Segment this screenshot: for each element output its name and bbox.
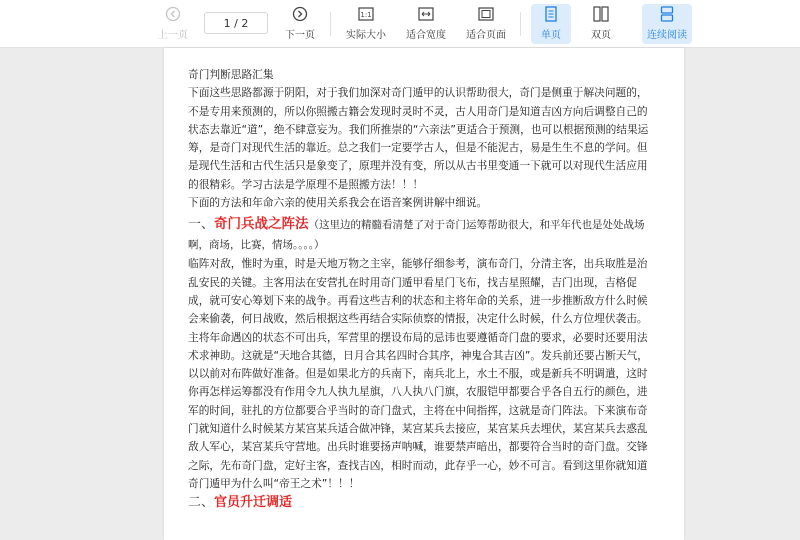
fit-width-label: 适合宽度	[406, 30, 446, 41]
prev-page-button[interactable]	[152, 4, 194, 44]
section-2-heading	[188, 493, 658, 513]
arrow-up-circle-icon	[163, 5, 183, 23]
single-page-icon	[541, 5, 561, 23]
double-page-label: 双页	[591, 30, 611, 41]
intro-paragraph: 下面这些思路都源于阴阳，对于我们加深对奇门遁甲的认识帮助很大，奇门是侧重于解决问题的，不是专用来预测的，所以你照搬古籍会发现时灵时不灵，古人用奇门是知道吉凶方向后调整自己的状态去靠近“道”，绝不肆意妄为。我们所推崇的“六亲法”更适合于预测，也可以根据预测的结果运筹，是奇门对现代生活的靠近。总之我们一定要学古人，但是不能泥古，易是生生不息的学问。但是现代生活和古代生活只是象变了，原理并没有变，所以从古书里变通一下就可以对现代生活应用的很精彩。学习古法是学原理不是照搬方法！！！	[188, 86, 649, 191]
section-1-heading	[188, 212, 658, 255]
section-1-title: 奇门兵战之阵法	[214, 216, 309, 233]
svg-text:1:1: 1:1	[360, 11, 372, 19]
viewer-toolbar	[0, 0, 800, 48]
intro-note: 下面的方法和年命六亲的使用关系我会在语音案例讲解中细说。	[188, 196, 488, 210]
single-page-button[interactable]	[531, 4, 571, 44]
document-page	[164, 48, 684, 540]
continuous-read-button[interactable]	[642, 4, 692, 44]
fit-width-button[interactable]	[401, 4, 451, 44]
fit-page-label: 适合页面	[466, 30, 506, 41]
single-page-label: 单页	[541, 30, 561, 41]
actual-size-icon	[356, 5, 376, 23]
section-1-number: 一、	[188, 217, 215, 233]
next-page-label: 下一页	[285, 30, 315, 41]
actual-size-button[interactable]	[341, 4, 391, 44]
toolbar-divider	[520, 12, 521, 36]
page-number-input[interactable]: 1 / 2	[204, 12, 268, 34]
continuous-scroll-icon	[657, 5, 677, 23]
prev-page-label: 上一页	[158, 30, 188, 41]
section-1-body: 临阵对敌，惟时为重，时是天地万物之主宰，能够仔细参考，演布奇门，分清主客，出兵取胜是治乱安民的关键。主客用法在安营扎在时用奇门遁甲看星门飞布，找吉星照耀，吉门出现，吉格促成，就可安心筹划下来的战争。再看这些吉利的状态和主将年命的关系，进一步推断敌方什么时候会来偷袭，何日战败，然后根据这些再结合实际侦察的情报，决定什么时候，什么方位埋伏袭击。主将年命遇凶的状态不可出兵，军营里的摆设布局的忌讳也要遵循奇门盘的要求，必要时还要用法术求神助。这就是“天地合其德，日月合其名四时合其序，神鬼合其吉凶”。发兵前还要占断天气，以以前对布阵做好准备。但是如果北方的兵南下，南兵北上，水土不服，或是新兵不明调遣，这时你再怎样运筹都没有作用令九人执九星旗，八人执八门旗，农服铠甲都要合乎各自五行的颜色，进军的时间，驻扎的方位都要合乎当时的奇门盘式，主将在中间指挥，这就是奇门阵法。下来演布奇门就知道什么时候某方某宫某兵适合做冲锋，某宫某兵去接应，某宫某兵去埋伏，某宫某兵去惑乱敌人军心，某宫某兵守营地。出兵时谁要扬声呐喊，谁要禁声暗出，都要符合当时的奇门盘。交锋之际，先布奇门盘，定好主客，查找吉凶，相时而动，此存乎一心，妙不可言。看到这里你就知道奇门遁甲为什么叫“帝王之术”！！！	[188, 257, 648, 490]
fit-width-icon	[416, 5, 436, 23]
document-content	[188, 66, 658, 513]
section-1-note: （这里边的精髓看清楚了对于奇门运筹帮助很大，和平年代也是处处战场啊，商场，比赛，情场。。。。）	[188, 219, 645, 252]
next-page-button[interactable]	[279, 4, 321, 44]
toolbar-divider	[330, 12, 331, 36]
section-2-number: 二、	[188, 495, 215, 511]
arrow-right-circle-icon	[290, 5, 310, 23]
fit-page-icon	[476, 5, 496, 23]
fit-page-button[interactable]	[461, 4, 511, 44]
double-page-icon	[591, 5, 611, 23]
document-title: 奇门判断思路汇集	[188, 68, 274, 81]
actual-size-label: 实际大小	[346, 30, 386, 41]
continuous-read-label: 连续阅读	[647, 30, 687, 41]
section-2-title: 官员升迁调适	[214, 495, 293, 511]
double-page-button[interactable]	[581, 4, 621, 44]
